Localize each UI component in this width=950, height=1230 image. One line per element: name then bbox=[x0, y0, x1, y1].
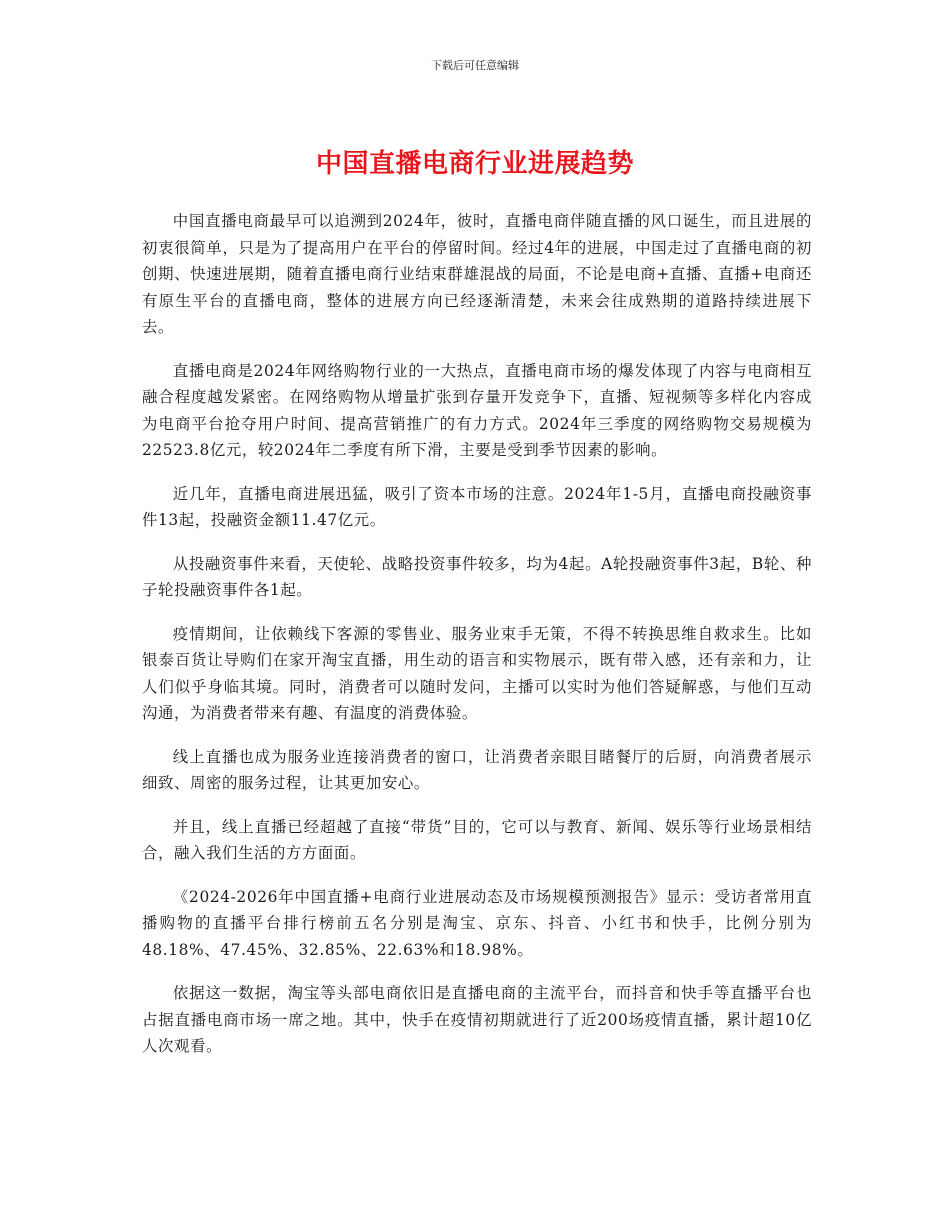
paragraph: 疫情期间，让依赖线下客源的零售业、服务业束手无策，不得不转换思维自救求生。比如银泰百货让导购们在家开淘宝直播，用生动的语言和实物展示，既有带入感，还有亲和力，让人们似乎身临其境。同时，消费者可以随时发问，主播可以实时为他们答疑解惑，与他们互动沟通，为消费者带来有趣、有温度的消费体验。 bbox=[142, 624, 812, 722]
paragraph: 并且，线上直播已经超越了直接“带货”目的，它可以与教育、新闻、娱乐等行业场景相结合，融入我们生活的方方面面。 bbox=[142, 817, 812, 862]
paragraph: 《2024-2026年中国直播+电商行业进展动态及市场规模预测报告》显示：受访者常用直播购物的直播平台排行榜前五名分别是淘宝、京东、抖音、小红书和快手，比例分别为48.18%、47.45%、32.85%、22.63%和18.98%。 bbox=[142, 887, 812, 959]
paragraph: 近几年，直播电商进展迅猛，吸引了资本市场的注意。2024年1-5月，直播电商投融资事件13起，投融资金额11.47亿元。 bbox=[142, 484, 812, 529]
paragraph: 中国直播电商最早可以追溯到2024年，彼时，直播电商伴随直播的风口诞生，而且进展的初衷很简单，只是为了提高用户在平台的停留时间。经过4年的进展，中国走过了直播电商的初创期、快速进展期，随着直播电商行业结束群雄混战的局面，不论是电商+直播、直播+电商还有原生平台的直播电商，整体的进展方向已经逐渐清楚，未来会往成熟期的道路持续进展下去。 bbox=[142, 212, 812, 336]
paragraph: 直播电商是2024年网络购物行业的一大热点，直播电商市场的爆发体现了内容与电商相互融合程度越发紧密。在网络购物从增量扩张到存量开发竞争下，直播、短视频等多样化内容成为电商平台抢夺用户时间、提高营销推广的有力方式。2024年三季度的网络购物交易规模为22523.8亿元，较2024年二季度有所下滑，主要是受到季节因素的影响。 bbox=[142, 361, 812, 459]
paragraph: 线上直播也成为服务业连接消费者的窗口，让消费者亲眼目睹餐厅的后厨，向消费者展示细致、周密的服务过程，让其更加安心。 bbox=[142, 747, 812, 792]
paragraph: 从投融资事件来看，天使轮、战略投资事件较多，均为4起。A轮投融资事件3起，B轮、种子轮投融资事件各1起。 bbox=[142, 554, 812, 599]
document-title: 中国直播电商行业进展趋势 bbox=[315, 149, 634, 179]
page-header-note: 下载后可任意编辑 bbox=[431, 59, 519, 72]
paragraph: 依据这一数据，淘宝等头部电商依旧是直播电商的主流平台，而抖音和快手等直播平台也占据直播电商市场一席之地。其中，快手在疫情初期就进行了近200场疫情直播，累计超10亿人次观看。 bbox=[142, 984, 812, 1055]
document-body bbox=[142, 208, 812, 1077]
